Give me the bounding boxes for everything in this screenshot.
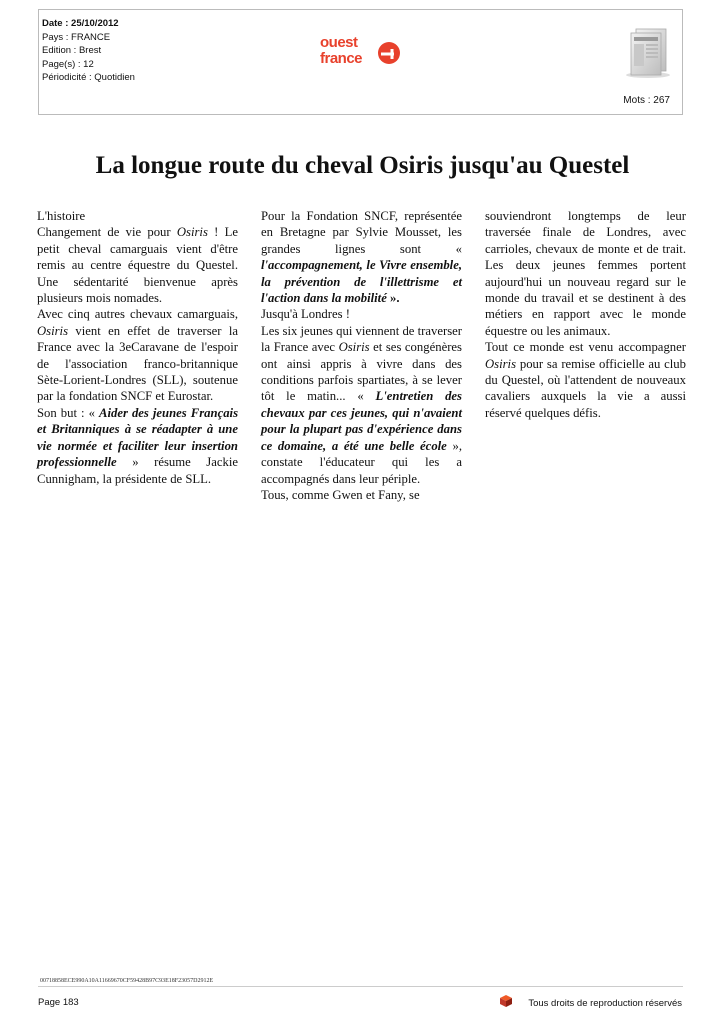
edition-label: Edition : Brest bbox=[42, 45, 102, 56]
date-label: Date : 25/10/2012 bbox=[42, 18, 119, 29]
article-title: La longue route du cheval Osiris jusqu'au Questel bbox=[95, 152, 630, 179]
section-heading: L'histoire bbox=[37, 209, 86, 223]
section-heading: Jusqu'à Londres ! bbox=[261, 307, 350, 322]
paragraph: Les six jeunes qui viennent de traverser la France avec Osiris et ses congénères ont ainsi appris à vivre dans des conditions parfois spartiates, à se lever tôt le matin... « L'entretien des chevaux par ces jeunes, qui n'avaient pour la plupart pas d'expérience dans ce domaine, a été une belle école », constate l'éducateur qui les a accompagnés dans leur périple. bbox=[261, 323, 463, 486]
svg-text:ouest: ouest bbox=[320, 34, 358, 51]
article-column-1 bbox=[37, 208, 238, 487]
paragraph: Tous, comme Gwen et Fany, se bbox=[261, 487, 420, 502]
copyright-notice: Tous droits de reproduction réservés bbox=[528, 998, 682, 1009]
article-column-2 bbox=[261, 208, 462, 503]
page-number: Page 183 bbox=[38, 997, 79, 1008]
footer-divider bbox=[38, 986, 683, 987]
article-column-3 bbox=[485, 208, 686, 421]
paragraph: Son but : « Aider des jeunes Français et Britanniques à se réadapter à une vie normée et faciliter leur insertion professionnelle » résume Jackie Cunnigham, la présidente de SLL. bbox=[37, 405, 239, 486]
paragraph: souviendront longtemps de leur traversée finale de Londres, avec carrioles, chevaux de monte et de trait. Les deux jeunes femmes portent aujourd'hui un nouveau regard sur le monde du travail et se destinent à des métiers en rapport avec le monde équestre ou les animaux. bbox=[485, 209, 686, 338]
press-clipping-icon bbox=[624, 23, 672, 79]
cube-icon bbox=[499, 994, 513, 1008]
ouest-france-logo bbox=[318, 33, 402, 67]
svg-text:france: france bbox=[320, 50, 363, 67]
paragraph: Changement de vie pour Osiris ! Le petit cheval camarguais vient d'être remis au centre équestre du Questel. Une sédentarité bienvenue après plusieurs mois nomades. bbox=[37, 225, 238, 306]
paragraph: Avec cinq autres chevaux camarguais, Osiris vient en effet de traverser la France avec la 3eCaravane de l'espoir de l'association franco-britannique Sète-Lorient-Londres (SLL), soutenue par la fondation SNCF et Eurostar. bbox=[37, 307, 238, 404]
periodicity-label: Périodicité : Quotidien bbox=[42, 72, 135, 83]
article-metadata bbox=[42, 17, 135, 85]
country-label: Pays : FRANCE bbox=[42, 31, 111, 43]
pages-label: Page(s) : 12 bbox=[42, 58, 94, 70]
paragraph: Pour la Fondation SNCF, représentée en Bretagne par Sylvie Mousset, les grandes lignes sont « l'accompagnement, le Vivre ensemble, la prévention de l'illettrisme et l'action dans la mobilité ». bbox=[261, 209, 462, 306]
document-hash: 00718858ECE990A10A11669670CF59428B97C93E18F23057D2912E bbox=[40, 978, 214, 984]
word-count: Mots : 267 bbox=[623, 95, 670, 106]
paragraph: Tout ce monde est venu accompagner Osiris pour sa remise officielle au club du Questel, où l'attendent de nouveaux cavaliers auxquels la vie a aussi réservé quelques défis. bbox=[485, 340, 686, 420]
